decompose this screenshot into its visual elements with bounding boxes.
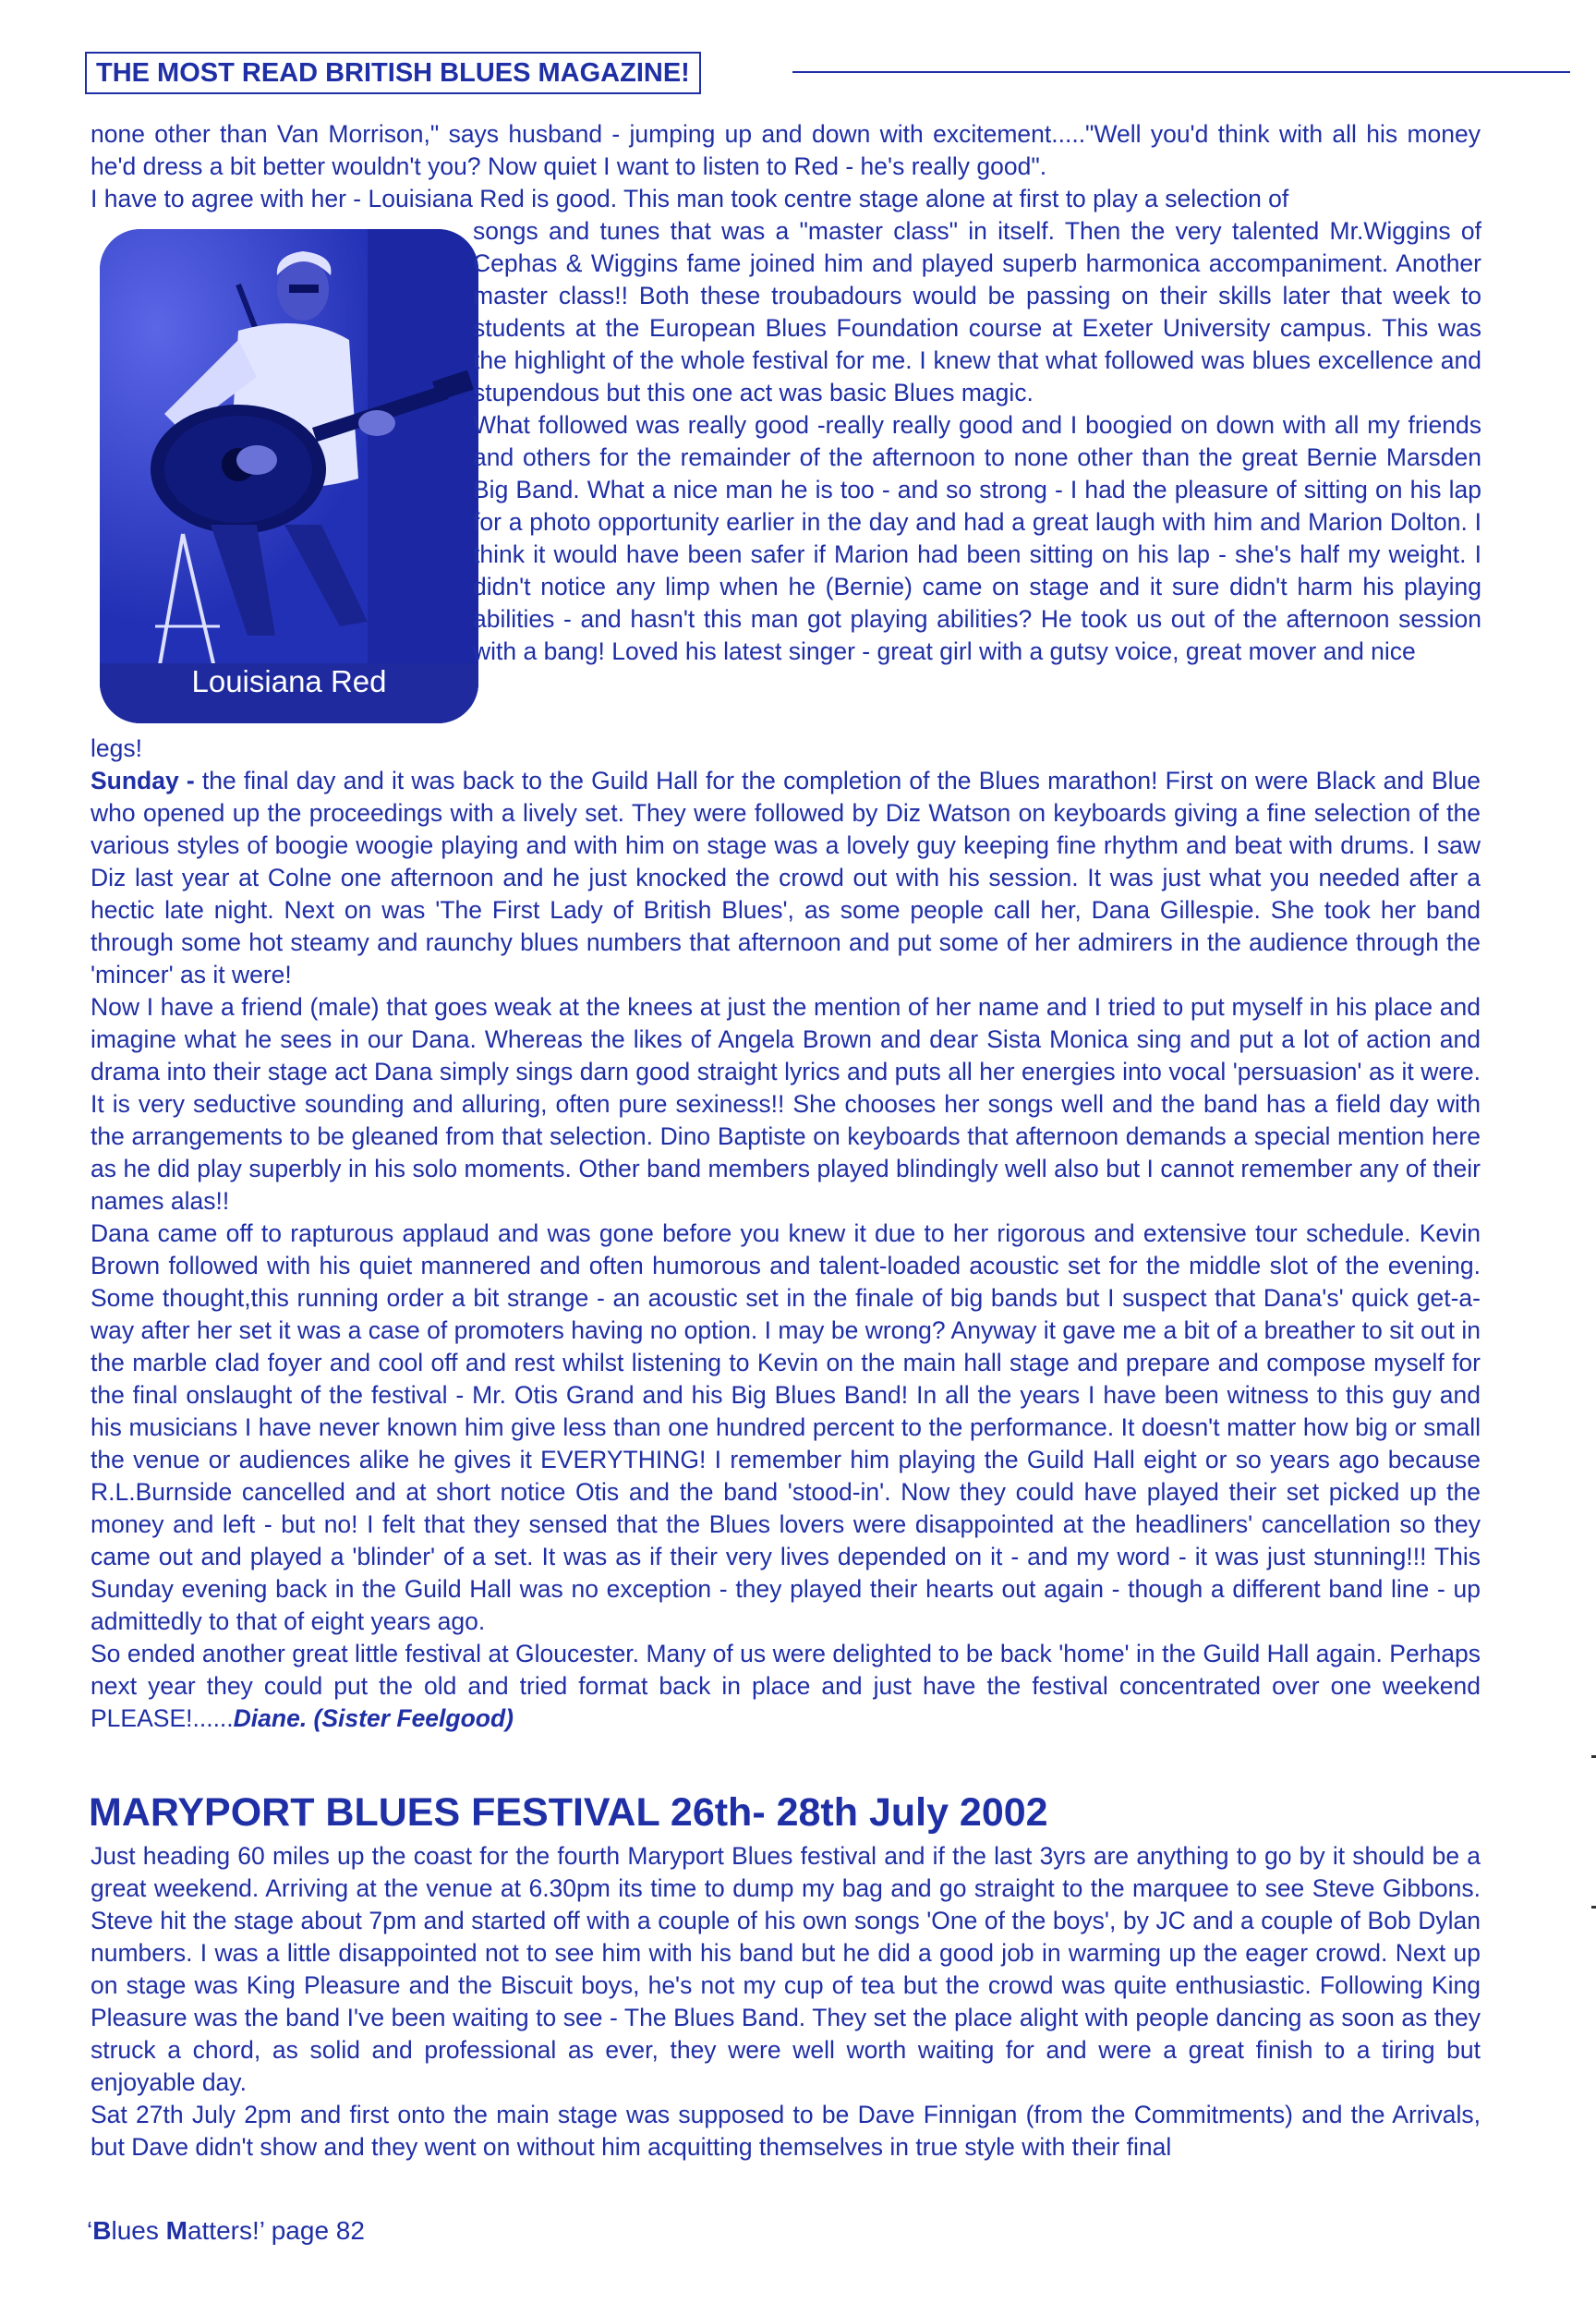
wrap-tail-text: legs!	[91, 734, 142, 762]
paragraph	[91, 1638, 1481, 1735]
paragraph: Sat 27th July 2pm and first onto the main stage was supposed to be Dave Finnigan (from the Commitments) and the Arrivals, but Dave didn't show and they went on without him acquitting themselves in true style with their final	[91, 2101, 1481, 2161]
masthead-title: THE MOST READ BRITISH BLUES MAGAZINE!	[85, 52, 701, 94]
photo-caption: Louisiana Red	[191, 664, 387, 698]
paragraph-body: So ended another great little festival at Gloucester. Many of us were delighted to be back 'home' in the Guild Hall again. Perhaps next year they could put the old and tried format back in place and just have the festival concentrated over one weekend PLEASE!......	[91, 1640, 1481, 1732]
article-title: MARYPORT BLUES FESTIVAL 26th- 28th July 2002	[89, 1790, 1048, 1835]
paragraph: Now I have a friend (male) that goes weak at the knees at just the mention of her name and I tried to put myself in his place and imagine what he sees in our Dana. Whereas the likes of Angela Brown and dear Sista Monica sing and put a lot of action and drama into their stage act Dana simply sings darn good straight lyrics and puts all her energies into vocal 'persuasion' as it were. It is very seductive sounding and alluring, often pure sexiness!! She chooses her songs well and the band has a field day with the arrangements to be gleaned from that selection. Dino Baptiste on keyboards that afternoon demands a special mention here as he did play superbly in his solo moments. Other band members played blindingly well also but I cannot remember any of their names alas!!	[91, 993, 1481, 1215]
main-text	[91, 765, 1481, 1735]
footer-quote: ’	[259, 2216, 264, 2245]
page-footer	[87, 2216, 365, 2246]
footer-quote: ‘	[87, 2216, 93, 2245]
scan-edge-mark	[1591, 1755, 1596, 1758]
paragraph: What followed was really good -really really good and I boogied on down with all my friends and others for the remainder of the afternoon to none other than the great Bernie Marsden Big Band. What a nice man he is too - and so strong - I had the pleasure of sitting on his lap for a photo opportunity earlier in the day and had a great laugh with him and Marion Dolton. I think it would have been safer if Marion had been sitting on his lap - she's half my weight. I didn't notice any limp when he (Bernie) came on stage and it sure didn't harm his playing abilities - and hasn't this man got playing abilities? He took us out of the afternoon session with a bang! Loved his latest singer - great girl with a gutsy voice, great mover and nice	[473, 411, 1481, 665]
paragraph-body: the final day and it was back to the Guild Hall for the completion of the Blues marathon! First on were Black and Blue who opened up the proceedings with a lively set. They were followed by Diz Watson on keyboards giving a fine selection of the various styles of boogie woogie playing and with him on stage was a lovely guy keeping fine rhythm and beat with drums. I saw Diz last year at Colne one afternoon and he just knocked the crowd out with his session. It was just what you needed after a hectic late night. Next on was 'The First Lady of British Blues', as some people call her, Dana Gillespie. She took her band through some hot steamy and raunchy blues numbers that afternoon and put some of her admirers in the audience through the 'mincer' as it were!	[91, 767, 1481, 988]
masthead-rule	[792, 71, 1570, 73]
louisiana-red-photo	[100, 229, 478, 723]
footer-initial: M	[165, 2216, 187, 2245]
intro-text	[91, 118, 1481, 215]
paragraph: none other than Van Morrison," says husband - jumping up and down with excitement....."Well you'd think with all his money he'd dress a bit better wouldn't you? Now quiet I want to listen to Red - he's really good".	[91, 120, 1481, 180]
paragraph: Just heading 60 miles up the coast for the fourth Maryport Blues festival and if the last 3yrs are anything to go by it should be a great weekend. Arriving at the venue at 6.30pm its time to dump my bag and go straight to the marquee to see Steve Gibbons. Steve hit the stage about 7pm and started off with a couple of his own songs 'One of the boys', by JC and a couple of Bob Dylan numbers. I was a little disappointed not to see him with his band but he did a good job in warming up the eager crowd. Next up on stage was King Pleasure and the Biscuit boys, he's not my cup of tea but the crowd was quite enthusiastic. Following King Pleasure was the band I've been waiting to see - The Blues Band. They set the place alight with people dancing as soon as they struck a chord, as solid and professional as ever, they were well worth waiting for and were a great finish to a tiring but enjoyable day.	[91, 1842, 1481, 2096]
author-signature: Diane. (Sister Feelgood)	[233, 1704, 514, 1732]
page-number: page 82	[263, 2216, 365, 2245]
footer-initial: B	[92, 2216, 112, 2245]
scan-edge-mark	[1591, 1906, 1596, 1909]
guitarist-photo-illustration	[100, 229, 478, 723]
footer-word: atters!	[187, 2216, 260, 2245]
wrap-text	[473, 215, 1481, 668]
paragraph: I have to agree with her - Louisiana Red is good. This man took centre stage alone at first to play a selection of	[91, 185, 1289, 212]
paragraph: Dana came off to rapturous applaud and was gone before you knew it due to her rigorous and extensive tour schedule. Kevin Brown followed with his quiet mannered and often humorous and talent-loaded acoustic set for the middle slot of the evening. Some thought,this running order a bit strange - an acoustic set in the finale of big bands but I suspect that Dana's' quick get-a-way after her set it was a case of promoters having no option. I may be wrong? Anyway it gave me a bit of a breather to sit out in the marble clad foyer and cool off and rest whilst listening to Kevin on the main hall stage and prepare and compose myself for the final onslaught of the festival - Mr. Otis Grand and his Big Blues Band! In all the years I have been witness to this guy and his musicians I have never known him give less than one hundred percent to the performance. It doesn't matter how big or small the venue or audiences alike he gives it EVERYTHING! I remember him playing the Guild Hall eight or so years ago because R.L.Burnside cancelled and at short notice Otis and the band 'stood-in'. Now they could have played their set picked up the money and left - but no! I felt that they sensed that the Blues lovers were disappointed at the headliners' cancellation so they came out and played a 'blinder' of a set. It was as if their very lives depended on it - and my word - it was just stunning!!! This Sunday evening back in the Guild Hall was no exception - they played their hearts out again - though a different band line - up admittedly to that of eight years ago.	[91, 1219, 1481, 1635]
paragraph: songs and tunes that was a "master class" in itself. Then the very talented Mr.Wiggins of Cephas & Wiggins fame joined him and played superb harmonica accompaniment. Another master class!! Both these troubadours would be passing on their skills later that week to students at the European Blues Foundation course at Exeter University campus. This was the highlight of the whole festival for me. I knew that what followed was blues excellence and stupendous but this one act was basic Blues magic.	[473, 217, 1481, 406]
maryport-text	[91, 1840, 1481, 2164]
day-heading: Sunday -	[91, 767, 195, 794]
paragraph	[91, 765, 1481, 991]
footer-word: lues	[111, 2216, 166, 2245]
